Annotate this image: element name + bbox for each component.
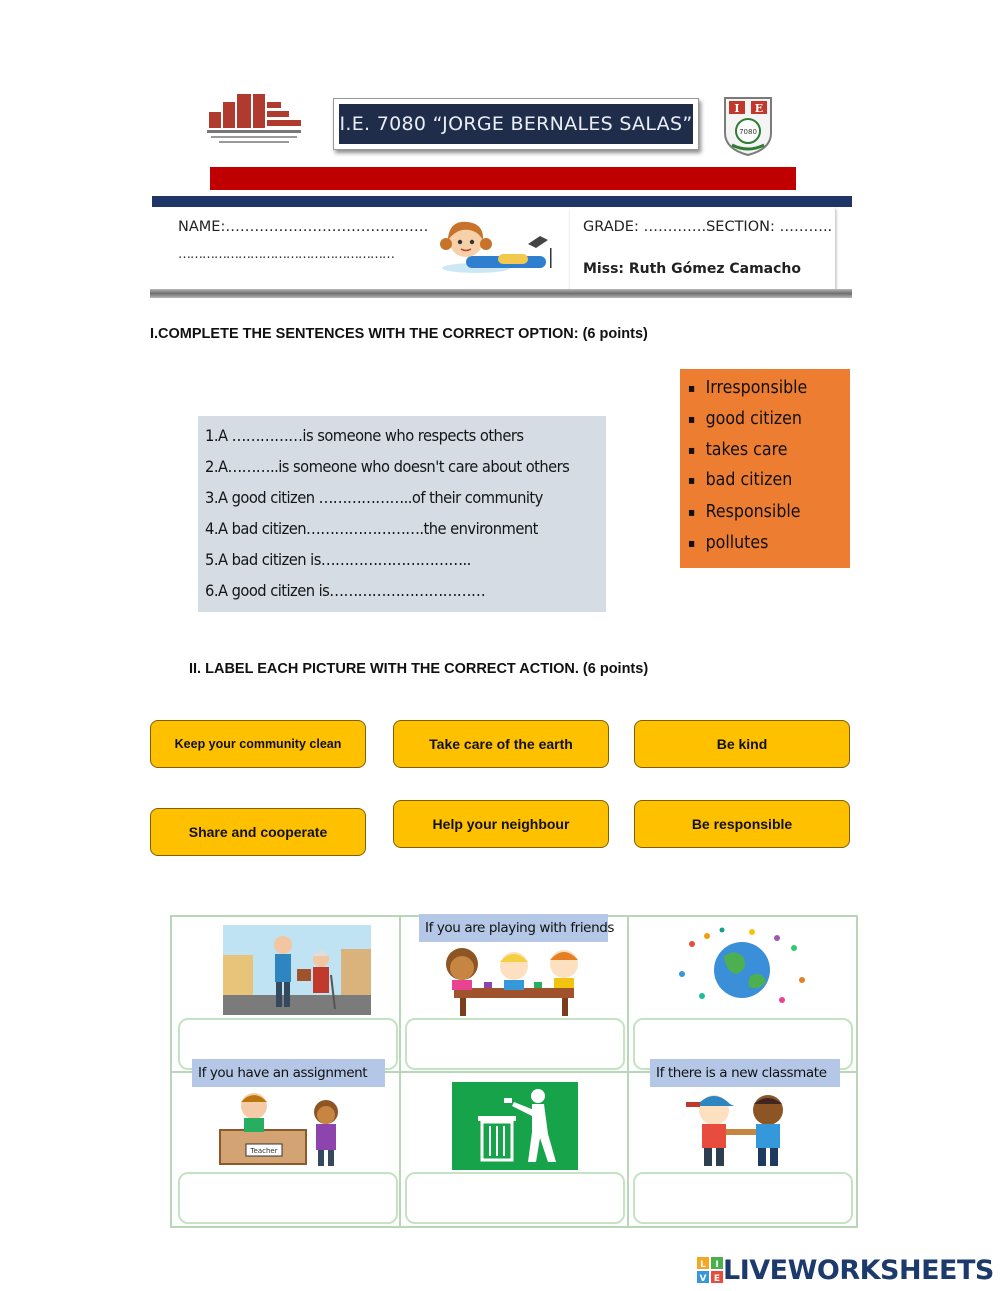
option-item: ▪ good citizen: [688, 408, 802, 429]
option-item: ▪ Irresponsible: [688, 377, 808, 398]
caption-new-classmate: If there is a new classmate: [650, 1059, 840, 1087]
sentences-box: [198, 416, 606, 612]
grade-section-label: GRADE: ………….SECTION: ………..: [583, 219, 833, 235]
option-item: ▪ pollutes: [688, 532, 769, 553]
sentence-3: 3.A good citizen ………………..of their community: [205, 488, 543, 507]
section-1-title: I.COMPLETE THE SENTENCES WITH THE CORRECT OPTION: (6 points): [150, 326, 648, 342]
liveworksheets-icon: [697, 1257, 723, 1283]
answer-box-6[interactable]: [633, 1172, 853, 1224]
kids-playing-picture: [434, 942, 594, 1023]
caption-assignment: If you have an assignment: [192, 1059, 385, 1087]
logo-letter: E: [713, 1274, 721, 1283]
helping-neighbour-picture: [223, 925, 371, 1020]
name-field-line: ………………………………………………: [178, 247, 394, 262]
section-2-title: II. LABEL EACH PICTURE WITH THE CORRECT ACTION. (6 points): [189, 661, 649, 677]
teacher-name: Miss: Ruth Gómez Camacho: [583, 261, 802, 277]
sentence-1: 1.A ……………is someone who respects others: [205, 426, 524, 445]
girl-reading-illustration: [436, 218, 554, 274]
option-item: ▪ bad citizen: [688, 469, 793, 490]
logo-letter: I: [715, 1260, 719, 1270]
svg-text:E: E: [754, 102, 764, 115]
action-share-cooperate[interactable]: Share and cooperate: [150, 808, 366, 856]
sentence-4: 4.A bad citizen…………………….the environment: [205, 519, 538, 538]
option-item: ▪ takes care: [688, 439, 788, 460]
action-take-care-earth[interactable]: Take care of the earth: [393, 720, 609, 768]
action-keep-community-clean[interactable]: Keep your community clean: [150, 720, 366, 768]
answer-box-2[interactable]: [405, 1018, 625, 1070]
school-name: I.E. 7080 “JORGE BERNALES SALAS”: [339, 104, 693, 144]
sentence-2: 2.A………..is someone who doesn't care about others: [205, 457, 570, 476]
grade-box: [570, 207, 835, 289]
answer-box-5[interactable]: [405, 1172, 625, 1224]
header-gray-bar: [150, 289, 852, 298]
earth-picture: [652, 924, 832, 1015]
ministry-logo: [205, 92, 305, 148]
sentence-6: 6.A good citizen is……………………………: [205, 581, 486, 600]
students-assignment-picture: [216, 1088, 362, 1175]
boys-handshake-picture: [672, 1088, 808, 1173]
logo-letter: L: [700, 1260, 706, 1270]
name-field-label: NAME:……………………………………: [178, 219, 429, 235]
action-be-kind[interactable]: Be kind: [634, 720, 850, 768]
action-help-neighbour[interactable]: Help your neighbour: [393, 800, 609, 848]
sentence-5: 5.A bad citizen is…………………………..: [205, 550, 471, 569]
header-red-bar: [210, 167, 796, 190]
header-navy-bar: [152, 196, 852, 207]
liveworksheets-brand: LIVEWORKSHEETS: [723, 1254, 994, 1286]
options-box: [680, 369, 850, 568]
option-item: ▪ Responsible: [688, 501, 801, 522]
answer-box-4[interactable]: [178, 1172, 398, 1224]
liveworksheets-logo: [697, 1255, 994, 1285]
caption-playing-friends: If you are playing with friends: [419, 914, 608, 942]
svg-text:7080: 7080: [739, 128, 757, 136]
school-name-banner: [333, 98, 699, 150]
action-be-responsible[interactable]: Be responsible: [634, 800, 850, 848]
svg-text:I: I: [734, 102, 740, 115]
logo-letter: V: [699, 1274, 707, 1283]
keep-clean-sign: [452, 1082, 578, 1170]
teacher-sign-text: Teacher: [250, 1147, 278, 1155]
school-crest: [722, 95, 774, 157]
